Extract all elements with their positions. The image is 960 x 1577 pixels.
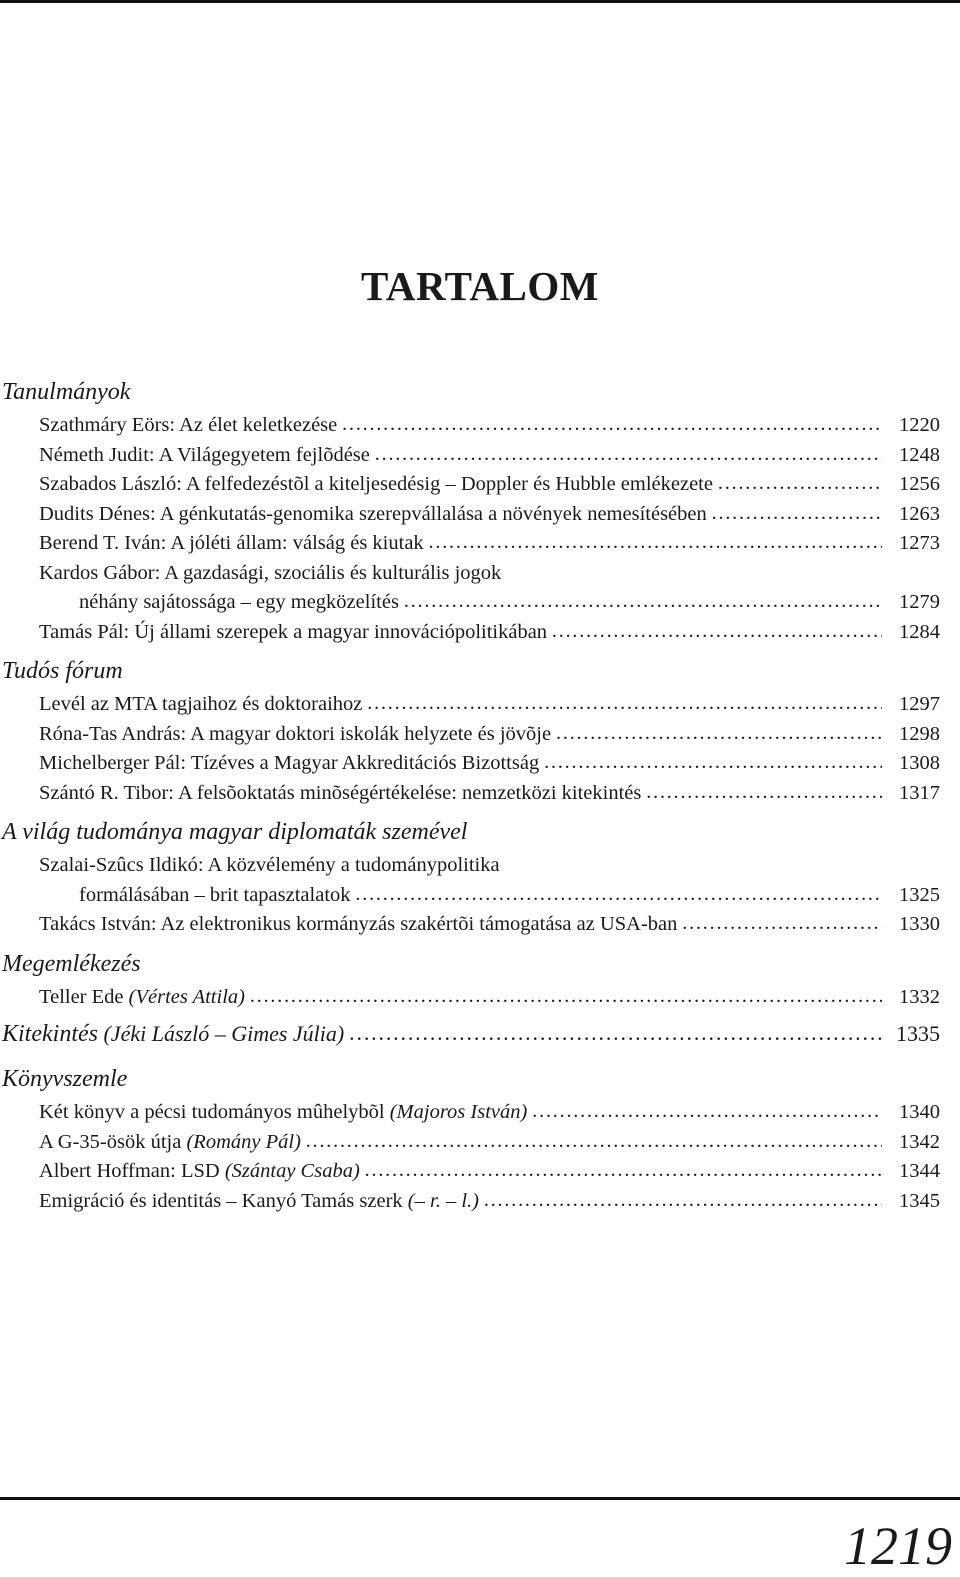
toc-entry-page: 1297 bbox=[899, 693, 940, 715]
toc-entry-text bbox=[39, 851, 500, 881]
toc-entry-title: Két könyv a pécsi tudományos mûhelybõl bbox=[39, 1101, 385, 1123]
toc-entry bbox=[0, 1187, 960, 1217]
toc-entry bbox=[0, 470, 960, 500]
dot-leader bbox=[711, 499, 882, 529]
toc-entry bbox=[0, 559, 960, 589]
dot-leader bbox=[348, 1011, 882, 1054]
section-heading: Könyvszemle bbox=[2, 1066, 128, 1092]
toc-entry bbox=[0, 588, 960, 618]
toc-entry-title: Tamás Pál: Új állami szerepek a magyar innovációpolitikában bbox=[39, 620, 548, 643]
section-heading: Tudós fórum bbox=[2, 658, 123, 684]
toc-entry-text bbox=[39, 559, 501, 589]
section-heading: Megemlékezés bbox=[2, 950, 141, 977]
toc-entry bbox=[0, 851, 960, 881]
toc-entry-text bbox=[39, 618, 547, 648]
toc-entry-page: 1317 bbox=[899, 781, 940, 804]
toc-row bbox=[2, 1012, 940, 1056]
dot-leader bbox=[374, 440, 882, 470]
toc-row bbox=[79, 588, 940, 618]
dot-leader bbox=[555, 719, 882, 749]
toc-entry-page: 1248 bbox=[899, 443, 940, 466]
toc-entry bbox=[0, 529, 960, 559]
toc-entry bbox=[0, 910, 960, 940]
toc-entry-title: A G-35-ösök útja bbox=[39, 1130, 182, 1153]
toc-entry-text bbox=[39, 983, 245, 1013]
toc-entry-page: 1330 bbox=[899, 913, 940, 935]
toc-entry-text bbox=[39, 441, 370, 471]
toc-row bbox=[39, 910, 940, 940]
bottom-rule bbox=[0, 1497, 960, 1500]
page-number: 1219 bbox=[844, 1516, 952, 1576]
dot-leader bbox=[645, 778, 882, 808]
toc-row bbox=[39, 441, 940, 471]
dot-leader bbox=[681, 909, 882, 939]
toc-row bbox=[39, 618, 940, 648]
toc-entry-text bbox=[39, 779, 641, 809]
toc-entry-title: néhány sajátossága – egy megközelítés bbox=[79, 591, 399, 613]
toc-entry-page: 1335 bbox=[896, 1021, 940, 1046]
toc-row bbox=[39, 529, 940, 559]
toc-entry-text bbox=[39, 1187, 479, 1217]
toc-entry-text bbox=[39, 1098, 527, 1128]
toc-entry-text bbox=[39, 720, 551, 750]
dot-leader bbox=[364, 1156, 882, 1186]
dot-leader bbox=[403, 587, 882, 617]
toc-entry bbox=[0, 690, 960, 720]
toc-entry-title: Takács István: Az elektronikus kormányzás szakértõi támogatása az USA-ban bbox=[39, 913, 678, 935]
toc-entry-page: 1340 bbox=[899, 1101, 940, 1123]
toc-entry-page: 1284 bbox=[899, 620, 940, 643]
toc-entry-author: (Vértes Attila) bbox=[128, 985, 245, 1008]
toc-entry-title: Emigráció és identitás – Kanyó Tamás szerk bbox=[39, 1189, 403, 1212]
toc-entry-author: (Romány Pál) bbox=[186, 1130, 301, 1153]
toc-entry bbox=[0, 441, 960, 471]
toc-entry-text bbox=[2, 1012, 344, 1056]
toc-entry-text bbox=[39, 470, 713, 500]
toc-row bbox=[39, 1157, 940, 1187]
dot-leader bbox=[428, 528, 882, 558]
toc-entry bbox=[0, 983, 960, 1013]
toc-section-inline bbox=[0, 1012, 960, 1055]
dot-leader bbox=[483, 1186, 882, 1216]
toc-entry-text bbox=[39, 910, 677, 940]
section-heading: Kitekintés bbox=[2, 1021, 98, 1047]
toc-entry-page: 1332 bbox=[899, 985, 940, 1008]
dot-leader bbox=[355, 880, 882, 910]
toc-entry-page: 1256 bbox=[899, 473, 940, 495]
toc-entry-title: formálásában – brit tapasztalatok bbox=[79, 883, 351, 906]
toc-entry-author: (Jéki László – Gimes Júlia) bbox=[103, 1021, 345, 1046]
dot-leader bbox=[531, 1097, 882, 1127]
toc-entry-title: Berend T. Iván: A jóléti állam: válság és kiutak bbox=[39, 532, 424, 554]
toc-row bbox=[39, 470, 940, 500]
section-heading: Tanulmányok bbox=[2, 379, 131, 405]
toc-entry bbox=[0, 1157, 960, 1187]
toc-entry-title: Róna-Tas András: A magyar doktori iskolák helyzete és jövõje bbox=[39, 722, 552, 745]
toc-row bbox=[39, 690, 940, 720]
toc-row bbox=[39, 1128, 940, 1158]
toc-entry-text bbox=[39, 529, 424, 559]
toc-row bbox=[39, 1098, 940, 1128]
toc-entry-page: 1308 bbox=[899, 752, 940, 774]
dot-leader bbox=[366, 689, 882, 719]
dot-leader bbox=[551, 617, 882, 647]
toc-entry-page: 1298 bbox=[899, 722, 940, 745]
toc-entry-author: (Szántay Csaba) bbox=[224, 1160, 360, 1182]
toc-entry bbox=[0, 881, 960, 911]
toc-entry-text bbox=[39, 749, 539, 779]
toc-entry bbox=[0, 1098, 960, 1128]
toc-entry bbox=[0, 618, 960, 648]
toc-entry-page: 1273 bbox=[899, 532, 940, 554]
toc-row bbox=[39, 1187, 940, 1217]
table-of-contents bbox=[0, 368, 960, 1216]
toc-entry bbox=[0, 500, 960, 530]
toc-row bbox=[79, 881, 940, 911]
toc-entry-title: Németh Judit: A Világegyetem fejlõdése bbox=[39, 443, 370, 466]
toc-entry-text bbox=[39, 411, 337, 441]
toc-entry-title: Levél az MTA tagjaihoz és doktoraihoz bbox=[39, 693, 363, 715]
toc-entry bbox=[0, 720, 960, 750]
toc-entry-title: Szalai-Szûcs Ildikó: A közvélemény a tudománypolitika bbox=[39, 854, 500, 876]
toc-entry-page: 1263 bbox=[899, 502, 940, 525]
toc-entry-text bbox=[79, 881, 351, 911]
toc-entry-page: 1325 bbox=[899, 883, 940, 906]
toc-row bbox=[39, 851, 940, 881]
toc-entry-title: Szántó R. Tibor: A felsõoktatás minõségértékelése: nemzetközi kitekintés bbox=[39, 781, 642, 804]
page-title: TARTALOM bbox=[361, 263, 599, 309]
dot-leader bbox=[305, 1127, 882, 1157]
dot-leader bbox=[543, 748, 882, 778]
dot-leader bbox=[717, 469, 882, 499]
toc-entry-page: 1220 bbox=[899, 414, 940, 436]
toc-entry bbox=[0, 1128, 960, 1158]
toc-entry-page: 1279 bbox=[899, 591, 940, 613]
toc-entry-text bbox=[39, 690, 362, 720]
toc-row bbox=[39, 749, 940, 779]
toc-entry-title: Szabados László: A felfedezéstõl a kiteljesedésig – Doppler és Hubble emlékezete bbox=[39, 473, 713, 495]
toc-entry-author: (– r. – l.) bbox=[407, 1189, 479, 1212]
toc-entry-text bbox=[79, 588, 399, 618]
toc-entry-page: 1344 bbox=[899, 1160, 940, 1182]
toc-entry-title: Teller Ede bbox=[39, 985, 124, 1008]
toc-entry bbox=[0, 411, 960, 441]
toc-entry-title: Szathmáry Eörs: Az élet keletkezése bbox=[39, 414, 338, 436]
toc-entry-text bbox=[39, 1128, 301, 1158]
toc-row bbox=[39, 500, 940, 530]
dot-leader bbox=[341, 410, 882, 440]
toc-entry-text bbox=[39, 1157, 360, 1187]
toc-row bbox=[39, 983, 940, 1013]
toc-entry-page: 1342 bbox=[899, 1130, 940, 1153]
toc-entry-page: 1345 bbox=[899, 1189, 940, 1212]
top-rule bbox=[0, 0, 960, 3]
toc-entry bbox=[0, 779, 960, 809]
toc-row bbox=[39, 779, 940, 809]
dot-leader bbox=[249, 982, 882, 1012]
toc-row bbox=[39, 720, 940, 750]
toc-entry-title: Kardos Gábor: A gazdasági, szociális és kulturális jogok bbox=[39, 561, 502, 584]
toc-entry bbox=[0, 749, 960, 779]
toc-row bbox=[39, 411, 940, 441]
toc-entry-title: Dudits Dénes: A génkutatás-genomika szerepvállalása a növények nemesítésében bbox=[39, 502, 707, 525]
toc-entry-title: Albert Hoffman: LSD bbox=[39, 1160, 220, 1182]
toc-entry-title: Michelberger Pál: Tízéves a Magyar Akkreditációs Bizottság bbox=[39, 752, 540, 774]
toc-entry-author: (Majoros István) bbox=[389, 1101, 528, 1123]
toc-row bbox=[39, 559, 940, 589]
toc-entry-text bbox=[39, 500, 707, 530]
section-heading: A világ tudománya magyar diplomaták szemével bbox=[2, 819, 468, 845]
